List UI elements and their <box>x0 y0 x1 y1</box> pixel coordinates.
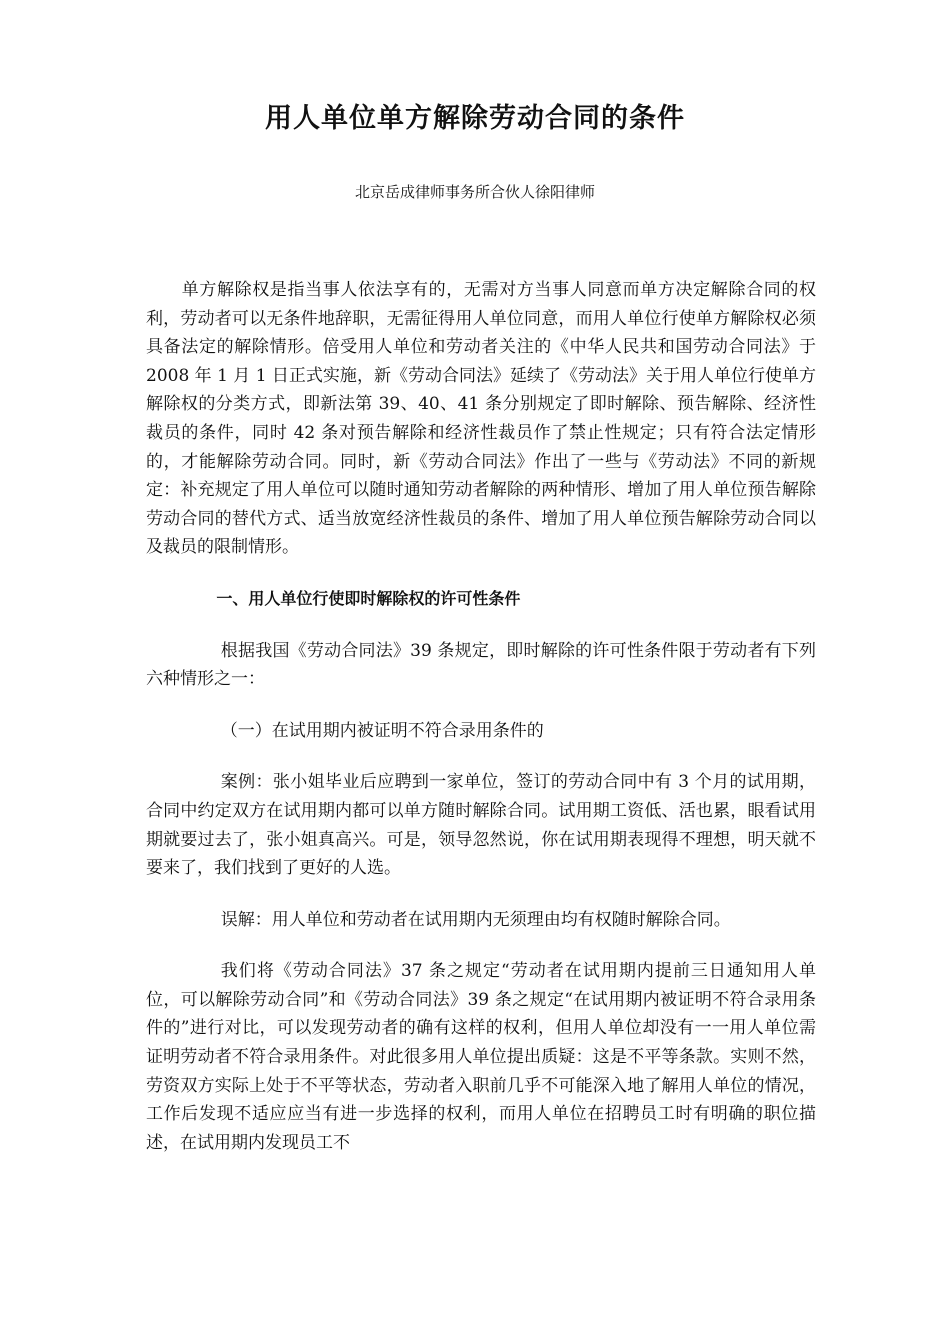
paragraph-section-intro: 根据我国《劳动合同法》39 条规定，即时解除的许可性条件限于劳动者有下列六种情形之一： <box>146 640 816 690</box>
paragraph-case: 案例：张小姐毕业后应聘到一家单位，签订的劳动合同中有 3 个月的试用期，合同中约定双方在试用期内都可以单方随时解除合同。试用期工资低、活也累，眼看试用期就要过去了，张小姐真高兴。可是，领导忽然说，你在试用期表现得不理想，明天就不要来了，我们找到了更好的人选。 <box>146 772 816 879</box>
document-title: 用人单位单方解除劳动合同的条件 <box>265 103 685 134</box>
document-body <box>146 276 816 1180</box>
paragraph-analysis: 我们将《劳动合同法》37 条之规定“劳动者在试用期内提前三日通知用人单位，可以解除劳动合同”和《劳动合同法》39 条之规定“在试用期内被证明不符合录用条件的”进行对比，可以发现劳动者的确有这样的权利，但用人单位却没有一一用人单位需证明劳动者不符合录用条件。对此很多用人单位提出质疑：这是不平等条款。实则不然，劳资双方实际上处于不平等状态，劳动者入职前几乎不可能深入地了解用人单位的情况，工作后发现不适应应当有进一步选择的权利，而用人单位在招聘员工时有明确的职位描述，在试用期内发现员工不 <box>146 961 816 1153</box>
document-author: 北京岳成律师事务所合伙人徐阳律师 <box>354 183 595 201</box>
section-heading: 一、用人单位行使即时解除权的许可性条件 <box>216 588 521 608</box>
subsection-heading: （一）在试用期内被证明不符合录用条件的 <box>220 720 544 741</box>
paragraph-intro: 单方解除权是指当事人依法享有的，无需对方当事人同意而单方决定解除合同的权利，劳动者可以无条件地辞职，无需征得用人单位同意，而用人单位行使单方解除权必须具备法定的解除情形。倍受用人单位和劳动者关注的《中华人民共和国劳动合同法》于 2008 年 1 月 1 日正式实施，新《劳动合同法》延续了《劳动法》关于用人单位行使单方解除权的分类方式，即新法第 39、40、41 条分别规定了即时解除、预告解除、经济性裁员的条件，同时 42 条对预告解除和经济性裁员作了禁止性规定；只有符合法定情形的，才能解除劳动合同。同时，新《劳动合同法》作出了一些与《劳动法》不同的新规定：补充规定了用人单位可以随时通知劳动者解除的两种情形、增加了用人单位预告解除劳动合同的替代方式、适当放宽经济性裁员的条件、增加了用人单位预告解除劳动合同以及裁员的限制情形。 <box>146 280 816 558</box>
paragraph-misunderstanding: 误解：用人单位和劳动者在试用期内无须理由均有权随时解除合同。 <box>220 909 731 930</box>
